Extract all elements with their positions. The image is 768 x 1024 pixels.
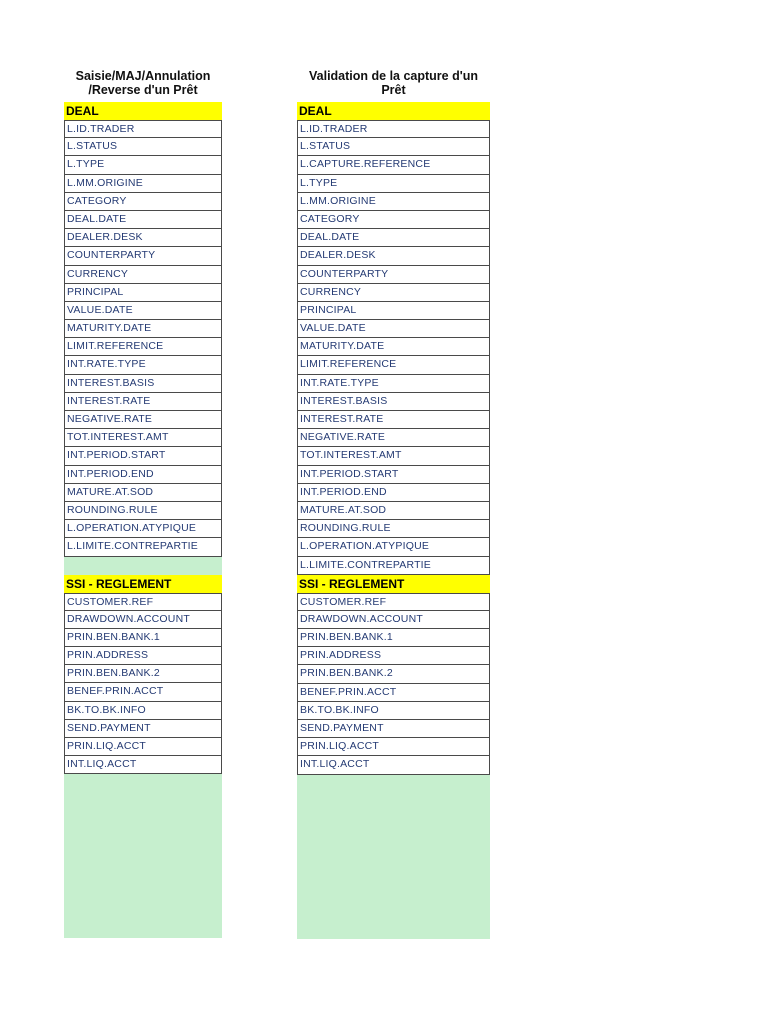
field-cell: PRIN.BEN.BANK.2 [64, 665, 222, 683]
field-cell: BK.TO.BK.INFO [297, 702, 490, 720]
field-cell: L.ID.TRADER [297, 120, 490, 138]
field-cell: LIMIT.REFERENCE [64, 338, 222, 356]
right-deal-list [297, 120, 490, 575]
field-cell: INTEREST.BASIS [297, 393, 490, 411]
field-cell: INT.LIQ.ACCT [64, 756, 222, 774]
right-column-title: Validation de la capture d'un Prêt [309, 69, 478, 97]
field-cell: L.STATUS [297, 138, 490, 156]
field-cell: INTEREST.RATE [64, 393, 222, 411]
field-cell: DRAWDOWN.ACCOUNT [297, 611, 490, 629]
field-cell: INTEREST.RATE [297, 411, 490, 429]
field-cell: PRIN.LIQ.ACCT [297, 738, 490, 756]
field-cell: DEALER.DESK [64, 229, 222, 247]
field-cell: NEGATIVE.RATE [297, 429, 490, 447]
field-cell: DRAWDOWN.ACCOUNT [64, 611, 222, 629]
field-cell: L.LIMITE.CONTREPARTIE [297, 557, 490, 575]
field-cell: PRIN.BEN.BANK.1 [297, 629, 490, 647]
field-cell: CURRENCY [297, 284, 490, 302]
field-cell: L.TYPE [297, 175, 490, 193]
field-cell: PRINCIPAL [64, 284, 222, 302]
field-cell: NEGATIVE.RATE [64, 411, 222, 429]
field-cell: CATEGORY [64, 193, 222, 211]
field-cell: PRIN.BEN.BANK.1 [64, 629, 222, 647]
field-cell: L.OPERATION.ATYPIQUE [297, 538, 490, 556]
field-cell: TOT.INTEREST.AMT [297, 447, 490, 465]
field-cell: DEAL.DATE [64, 211, 222, 229]
left-column [64, 66, 222, 938]
field-cell: VALUE.DATE [297, 320, 490, 338]
right-ssi-header: SSI - REGLEMENT [297, 575, 490, 593]
field-cell: INTEREST.BASIS [64, 375, 222, 393]
field-cell: MATURITY.DATE [64, 320, 222, 338]
field-cell: PRIN.LIQ.ACCT [64, 738, 222, 756]
field-cell: BENEF.PRIN.ACCT [297, 684, 490, 702]
field-cell: INT.PERIOD.END [297, 484, 490, 502]
field-cell: CUSTOMER.REF [297, 593, 490, 611]
left-deal-header: DEAL [64, 102, 222, 120]
field-cell: L.ID.TRADER [64, 120, 222, 138]
field-cell: PRIN.ADDRESS [297, 647, 490, 665]
field-cell: ROUNDING.RULE [297, 520, 490, 538]
field-cell: SEND.PAYMENT [64, 720, 222, 738]
field-cell: MATURE.AT.SOD [297, 502, 490, 520]
right-ssi-list [297, 593, 490, 775]
left-ssi-header: SSI - REGLEMENT [64, 575, 222, 593]
field-cell: SEND.PAYMENT [297, 720, 490, 738]
left-spacer-fill [64, 557, 222, 575]
right-column [297, 66, 490, 939]
right-bottom-fill [297, 775, 490, 939]
field-cell: ROUNDING.RULE [64, 502, 222, 520]
field-cell: L.STATUS [64, 138, 222, 156]
field-cell: L.CAPTURE.REFERENCE [297, 156, 490, 174]
left-bottom-fill [64, 774, 222, 938]
field-cell: TOT.INTEREST.AMT [64, 429, 222, 447]
field-cell: LIMIT.REFERENCE [297, 356, 490, 374]
field-cell: L.OPERATION.ATYPIQUE [64, 520, 222, 538]
left-ssi-list [64, 593, 222, 775]
left-deal-list [64, 120, 222, 557]
field-cell: PRIN.BEN.BANK.2 [297, 665, 490, 683]
field-cell: COUNTERPARTY [297, 266, 490, 284]
field-cell: INT.PERIOD.START [64, 447, 222, 465]
right-deal-header: DEAL [297, 102, 490, 120]
field-cell: DEALER.DESK [297, 247, 490, 265]
field-cell: COUNTERPARTY [64, 247, 222, 265]
field-cell: VALUE.DATE [64, 302, 222, 320]
field-cell: L.MM.ORIGINE [297, 193, 490, 211]
field-cell: L.MM.ORIGINE [64, 175, 222, 193]
field-cell: PRIN.ADDRESS [64, 647, 222, 665]
field-cell: CUSTOMER.REF [64, 593, 222, 611]
field-cell: MATURITY.DATE [297, 338, 490, 356]
field-cell: INT.RATE.TYPE [64, 356, 222, 374]
field-cell: INT.PERIOD.START [297, 466, 490, 484]
field-cell: CATEGORY [297, 211, 490, 229]
field-cell: BENEF.PRIN.ACCT [64, 683, 222, 701]
field-cell: INT.LIQ.ACCT [297, 756, 490, 774]
field-cell: BK.TO.BK.INFO [64, 702, 222, 720]
field-cell: INT.PERIOD.END [64, 466, 222, 484]
field-cell: INT.RATE.TYPE [297, 375, 490, 393]
field-cell: CURRENCY [64, 266, 222, 284]
field-cell: DEAL.DATE [297, 229, 490, 247]
field-cell: L.LIMITE.CONTREPARTIE [64, 538, 222, 556]
left-column-title: Saisie/MAJ/Annulation /Reverse d'un Prêt [75, 69, 211, 97]
field-cell: PRINCIPAL [297, 302, 490, 320]
field-cell: MATURE.AT.SOD [64, 484, 222, 502]
field-cell: L.TYPE [64, 156, 222, 174]
